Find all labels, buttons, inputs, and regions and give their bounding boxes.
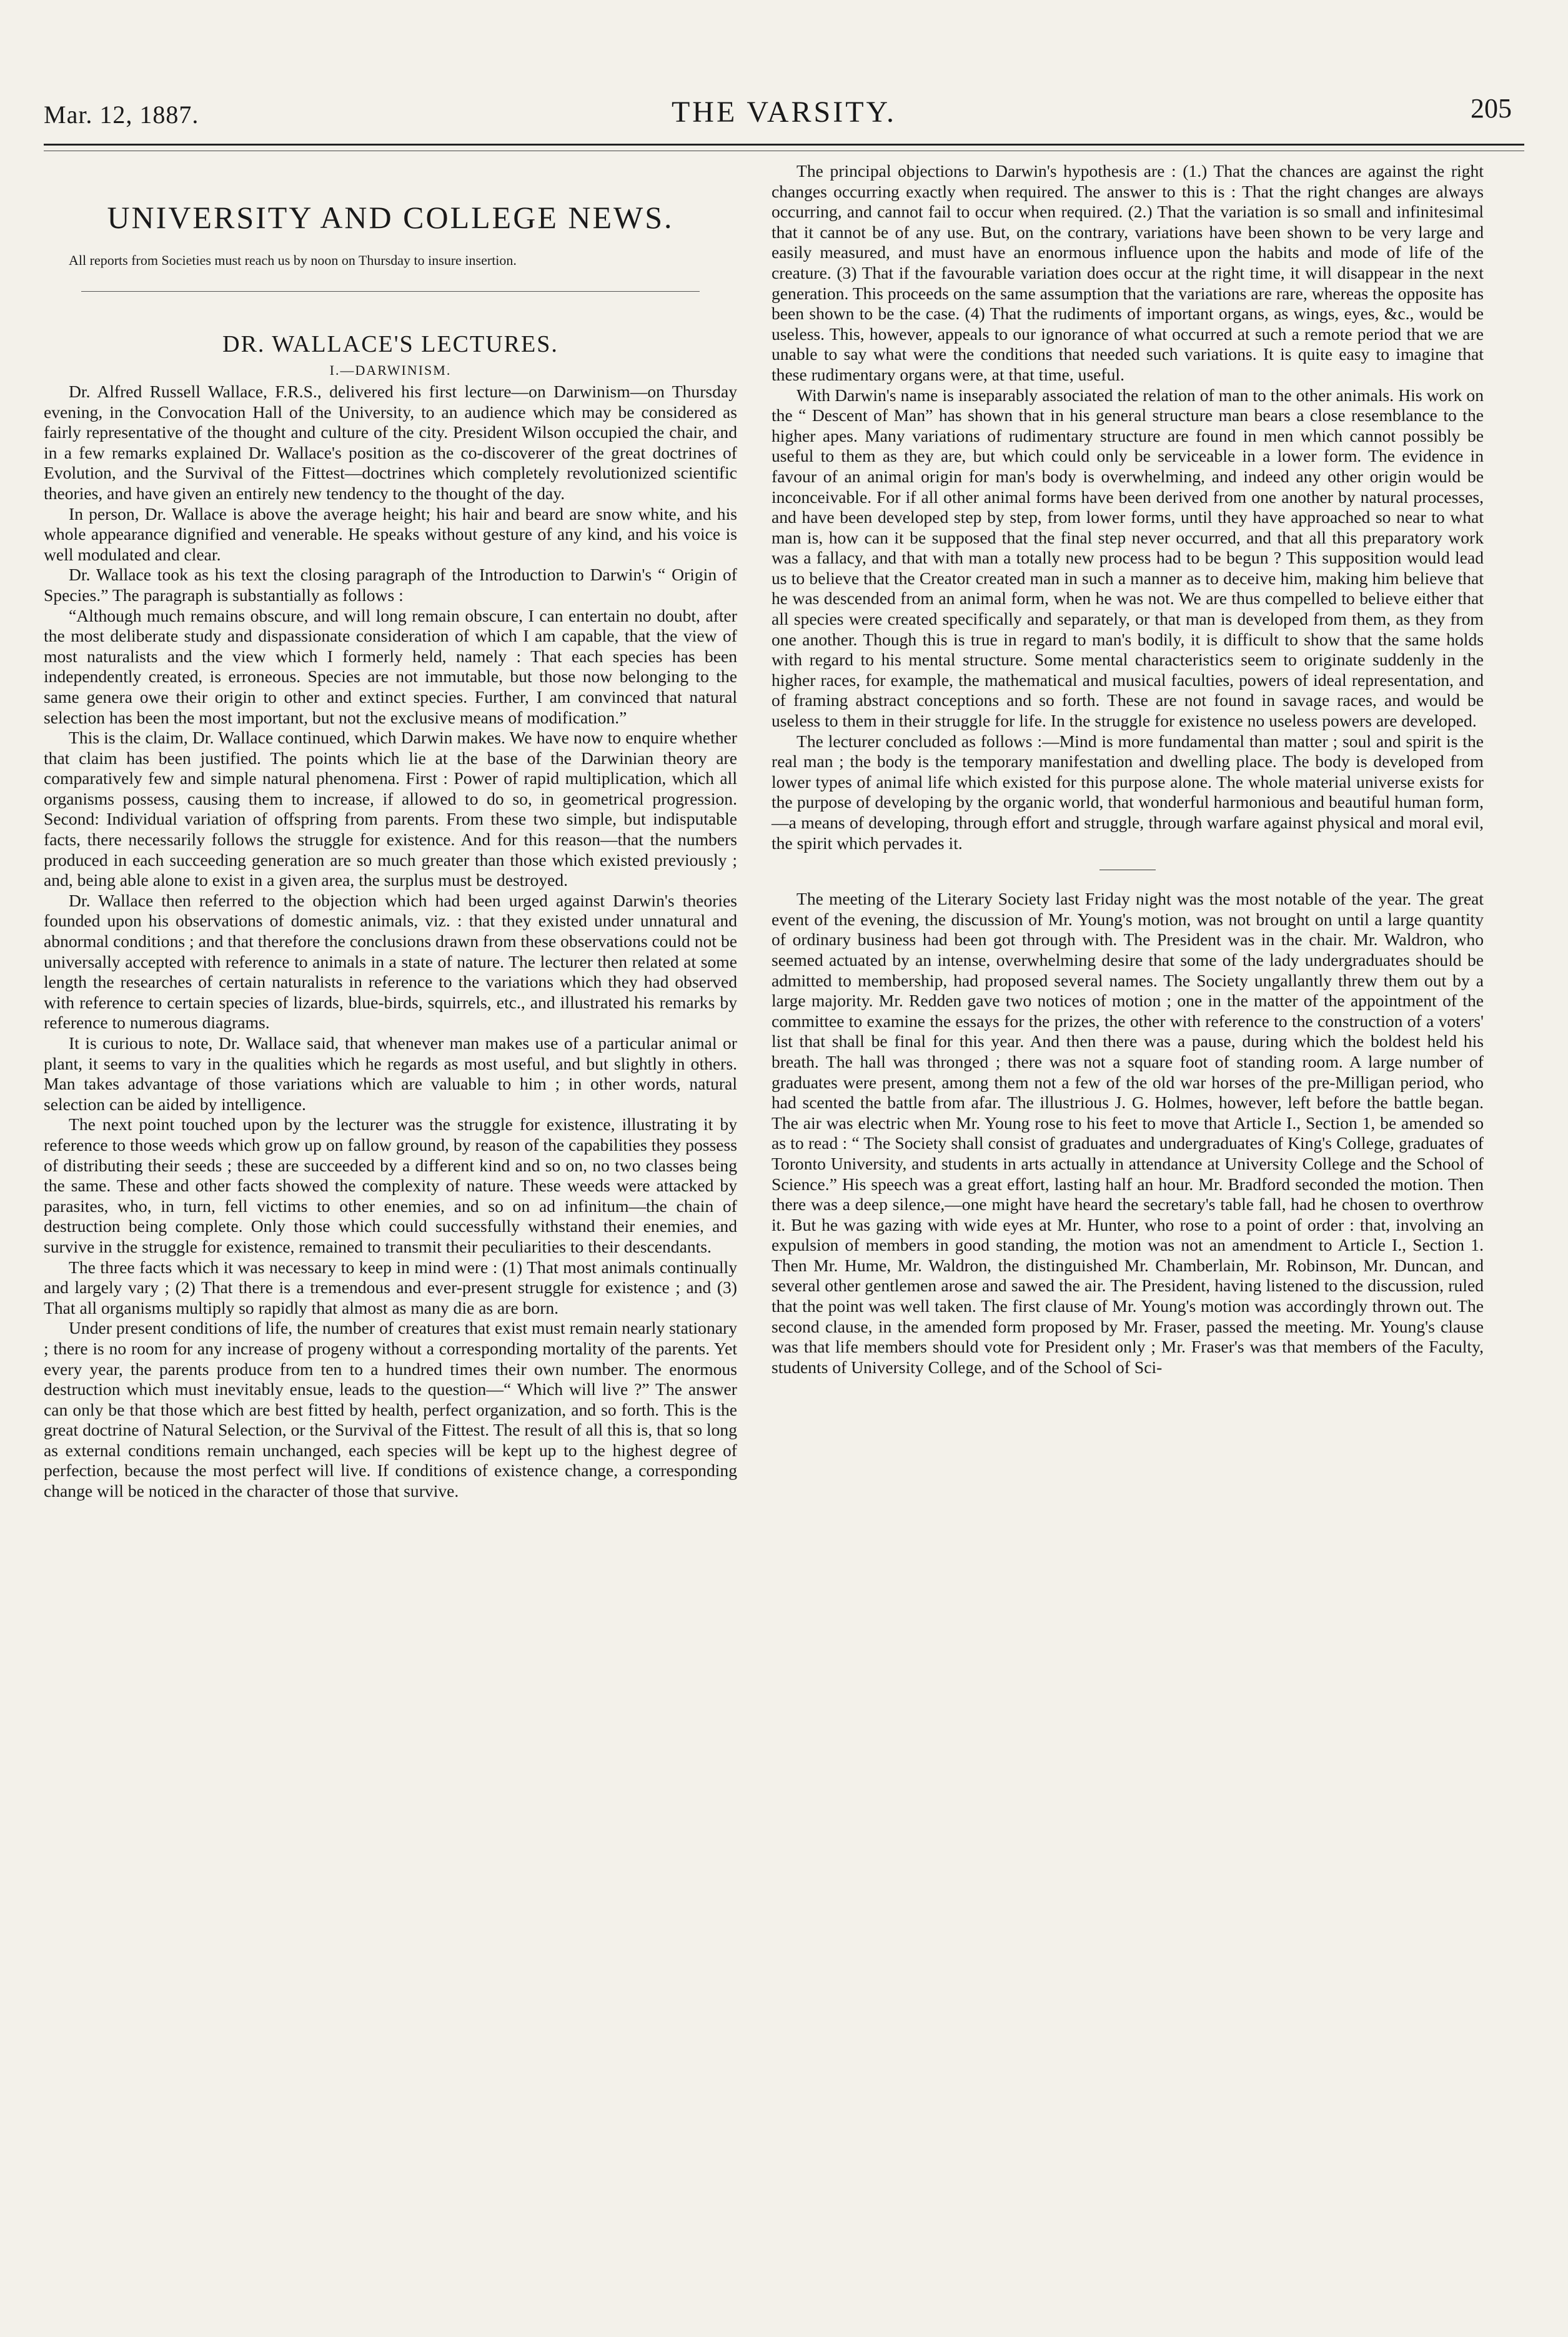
article-paragraph: It is curious to note, Dr. Wallace said, that whenever man makes use of a particular animal or plant, it seems to vary in the qualities which he regards as most useful, and but slightly in others. Man takes advantage of those variations which are valuable to him ; in other words, natural selection can be aided by intelligence. xyxy=(44,1033,737,1114)
page-number: 205 xyxy=(1471,93,1512,124)
running-head xyxy=(44,87,1524,137)
article-paragraph: Under present conditions of life, the number of creatures that exist must remain nearly stationary ; there is no room for any increase of progeny without a corresponding mortality of the parents. Yet every year, the parents produce from ten to a hundred times their own number. The enormous destruction which must inevitably ensue, leads to the question—“ Which will live ?” The answer can only be that those which are best fitted by health, perfect organization, and so forth. This is the great doctrine of Natural Selection, or the Survival of the Fittest. The result of all this is, that so long as external conditions remain unchanged, each species will be kept up to the highest degree of perfection, because the most perfect will live. If conditions of existence change, a corresponding change will be noticed in the character of those that survive. xyxy=(44,1318,737,1501)
right-column xyxy=(772,161,1484,1377)
literary-society-report: The meeting of the Literary Society last Friday night was the most notable of the year. The great event of the evening, the discussion of Mr. Young's motion, was not brought on until a large quantity of ordinary business had been got through with. The President was in the chair. Mr. Waldron, who seemed actuated by an intense, overwhelming desire that some of the lady undergraduates should be admitted to membership, had proposed several names. The Society ungallantly threw them out by a large majority. Mr. Redden gave two notices of motion ; one in the matter of the appointment of the committee to examine the essays for the prizes, the other with reference to the construction of a voters' list that shall be final for this year. And then there was a pause, during which the boldest held his breath. The hall was thronged ; there was not a square foot of standing room. A large number of graduates were present, among them not a few of the old war horses of the pre-Milligan period, who had scented the battle from afar. The illustrious J. G. Holmes, however, left before the battle began. The air was electric when Mr. Young rose to his feet to move that Article I., Section 1, be amended so as to read : “ The Society shall consist of graduates and undergraduates of King's College, graduates of Toronto University, and students in arts actually in attendance at University College and the School of Science.” His speech was a great effort, lasting half an hour. Mr. Bradford seconded the motion. Then there was a deep silence,—one might have heard the secretary's table fall, had he chosen to overthrow it. But he was gazing with wide eyes at Mr. Hunter, who rose to a point of order : that, involving an expulsion of members in good standing, the motion was not an amendment to Article I., Section 1. Then Mr. Hume, Mr. Waldron, the distinguished Mr. Chamberlain, Mr. Robinson, Mr. Duncan, and several other gentlemen arose and sawed the air. The President, having listened to the discussion, ruled that the point was well taken. The first clause of Mr. Young's motion was accordingly thrown out. The second clause, in the amended form proposed by Mr. Fraser, passed the meeting. Mr. Young's clause was that life members should vote for President only ; Mr. Fraser's was that members of the Faculty, students of University College, and of the School of Sci- xyxy=(772,889,1484,1377)
article-paragraph: Dr. Alfred Russell Wallace, F.R.S., delivered his first lecture—on Darwinism—on Thursday evening, in the Convocation Hall of the University, to an audience which may be considered as fairly representative of the thought and culture of the city. President Wilson occupied the chair, and in a few remarks explained Dr. Wallace's position as the co-discoverer of the great doctrines of Evolution, and the Survival of the Fittest—doctrines which completely revolutionized scientific theories, and have given an entirely new tendency to the thought of the day. xyxy=(44,382,737,503)
article-paragraph: The principal objections to Darwin's hypothesis are : (1.) That the chances are against the right changes occurring exactly when required. The answer to this is : That the right changes are always occurring, and cannot fail to occur when required. (2.) That the variation is so small and infinitesimal that it cannot be of any use. But, on the contrary, variations have been shown to be very large and easily measured, and must have an enormous influence upon the habits and mode of life of the creature. (3) That if the favourable variation does occur at the right time, it will disappear in the next generation. This proceeds on the same assumption that the variations are rare, whereas the opposite has been shown to be the case. (4) That the rudiments of important organs, as wings, eyes, &c., would be useless. This, however, appeals to our ignorance of what occurred at such a remote period that we are unable to say what were the conditions that needed such variations. It is quite easy to imagine that these rudimentary organs were, at that time, useful. xyxy=(772,161,1484,384)
article-paragraph: The next point touched upon by the lecturer was the struggle for existence, illustrating it by reference to those weeds which grow up on fallow ground, by reason of the capabilities they possess of distributing their seeds ; these are succeeded by a different kind and so on, no two classes being the same. These and other facts showed the complexity of nature. These weeds were attacked by parasites, who, in turn, fell victims to other enemies, and so on ad infinitum—the chain of destruction being complete. Only those which could successfully withstand their enemies, and survive in the struggle for existence, remained to transmit their peculiarities to their descendants. xyxy=(44,1114,737,1256)
quoted-paragraph: “Although much remains obscure, and will long remain obscure, I can entertain no doubt, after the most deliberate study and dispassionate consideration of which I am capable, that the view of most naturalists and the view which I formerly held, namely : That each species has been independently created, is erroneous. Species are not immutable, but those now belonging to the same genera owe their origin to other and extinct species. Further, I am convinced that natural selection has been the most important, but not the exclusive means of modification.” xyxy=(44,605,737,727)
section-divider xyxy=(81,291,700,292)
header-rule xyxy=(44,144,1524,151)
publication-title: THE VARSITY. xyxy=(671,96,897,129)
submission-notice: All reports from Societies must reach us by noon on Thursday to insure insertion. xyxy=(69,252,517,268)
article-paragraph: The three facts which it was necessary to keep in mind were : (1) That most animals continually and largely vary ; (2) That there is a tremendous and ever-present struggle for existence ; and (3) That all organisms multiply so rapidly that almost as many die as are born. xyxy=(44,1257,737,1317)
article-paragraph: Dr. Wallace took as his text the closing paragraph of the Introduction to Darwin's “ Origin of Species.” The paragraph is substantially as follows : xyxy=(44,565,737,605)
article-subtitle: I.—DARWINISM. xyxy=(329,362,452,378)
article-paragraph: This is the claim, Dr. Wallace continued, which Darwin makes. We have now to enquire whether that claim has been justified. The points which lie at the base of the Darwinian theory are comparatively few and simple natural phenomena. First : Power of rapid multiplication, which all organisms possess, causing them to increase, if allowed to do so, in geometrical progression. Second: Individual variation of offspring from parents. From these two simple, but indisputable facts, there necessarily follows the struggle for existence. And for this reason—that the numbers produced in each succeeding generation are so much greater than those which existed previously ; and, being able alone to exist in a given area, the surplus must be destroyed. xyxy=(44,728,737,890)
article-paragraph: The lecturer concluded as follows :—Mind is more fundamental than matter ; soul and spirit is the real man ; the body is the temporary manifestation and dwelling place. The body is developed from lower types of animal life which existed for this purpose alone. The whole material universe exists for the purpose of developing by the organic world, that wonderful harmonious and beautiful human form,—a means of developing, through effort and struggle, through warfare against physical and moral evil, the spirit which pervades it. xyxy=(772,731,1484,853)
article-paragraph: Dr. Wallace then referred to the objection which had been urged against Darwin's theories founded upon his observations of domestic animals, viz. : that they existed under unnatural and abnormal conditions ; and that therefore the conclusions drawn from these observations could not be universally accepted with reference to animals in a state of nature. The lecturer then related at some length the researches of certain naturalists in reference to the variations which they had observed with reference to certain species of lizards, blue-birds, squirrels, etc., and illustrated his remarks by reference to numerous diagrams. xyxy=(44,890,737,1033)
article-paragraph: With Darwin's name is inseparably associated the relation of man to the other animals. His work on the “ Descent of Man” has shown that in his general structure man bears a close resemblance to the higher apes. Many variations of rudimentary structure are found in men which cannot possibly be useful to them as they are, but which could only be serviceable in a lower form. The evidence in favour of an animal origin for man's body is overwhelming, and indeed any other origin would be inconceivable. For if all other animal forms have been derived from one another by natural processes, and have been developed step by step, from lower forms, until they have approached so near to what man is, how can it be supposed that the final step never occurred, and that all this preparatory work was a fallacy, and that with man a totally new process had to be begun ? This supposition would lead us to believe that the Creator created man in such a manner as to deceive him, making him believe that he was descended from an animal form, when he was not. We are thus compelled to believe either that all species were created specifically and separately, or that man is developed from them, as they from one another. Though this is true in regard to man's bodily, it is difficult to show that the same holds with regard to his mental structure. Some mental characteristics seem to originate suddenly in the higher races, for example, the mathematical and musical faculties, powers of ideal representation, and of framing abstract conceptions and so forth. These are not found in savage races, and would be useless to them in their struggle for life. In the struggle for existence no useless powers are developed. xyxy=(772,385,1484,731)
issue-date: Mar. 12, 1887. xyxy=(44,101,199,129)
article-title: DR. WALLACE'S LECTURES. xyxy=(222,331,558,357)
section-heading: UNIVERSITY AND COLLEGE NEWS. xyxy=(107,200,674,235)
article-paragraph: In person, Dr. Wallace is above the average height; his hair and beard are snow white, and his whole appearance dignified and venerable. He speaks without gesture of any kind, and his voice is well modulated and clear. xyxy=(44,504,737,564)
left-column xyxy=(44,161,737,1502)
